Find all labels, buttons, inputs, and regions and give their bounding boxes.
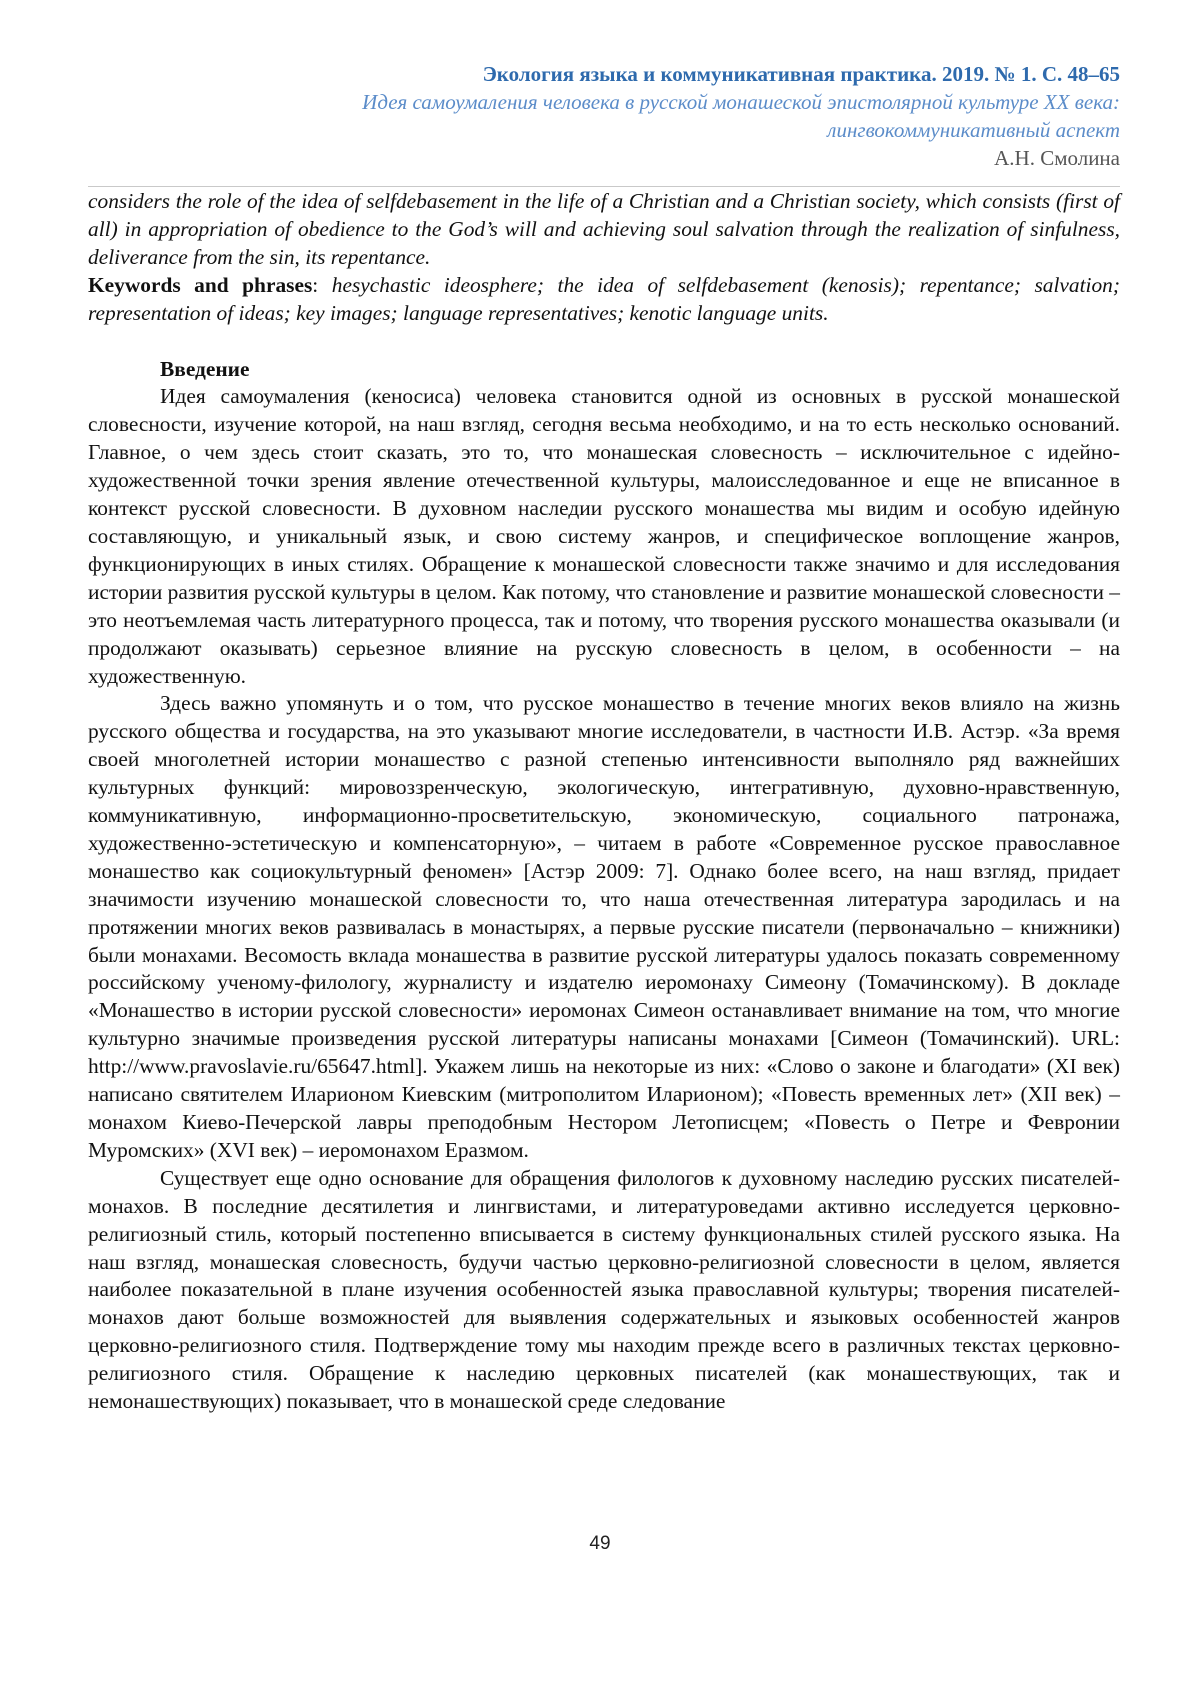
page-number: 49: [589, 1533, 611, 1554]
running-header: [88, 60, 1120, 172]
paragraph-3: Существует еще одно основание для обращения филологов к духовному наследию русских писателей-монахов. В последние десятилетия и лингвистами, и литературоведами активно исследуется церковно-религиозный стиль, который постепенно вписывается в систему функциональных стилей русского языка. На наш взгляд, монашеская словесность, будучи частью церковно-религиозной словесности в целом, является наиболее показательной в плане изучения особенностей языка православной культуры; творения писателей-монахов дают больше возможностей для выявления содержательных и языковых особенностей жанров церковно-религиозного стиля. Подтверждение тому мы находим прежде всего в различных текстах церковно-религиозного стиля. Обращение к наследию церковных писателей (как монашествующих, так и немонашествующих) показывает, что в монашеской среде следование: [88, 1165, 1120, 1414]
header-divider: [88, 186, 1120, 187]
journal-title: Экология языка и коммуникативная практика. 2019. № 1. С. 48–65: [482, 62, 1120, 86]
article-author: А.Н. Смолина: [994, 146, 1120, 170]
keywords-label: Keywords and phrases: [88, 272, 313, 297]
paragraph-2: Здесь важно упомянуть и о том, что русское монашество в течение многих веков влияло на жизнь русского общества и государства, на это указывают многие исследователи, в частности И.В. Астэр. «За время своей многолетней истории монашество с разной степенью интенсивности выполняло ряд важнейших культурных функций: мировоззренческую, экологическую, интегративную, духовно-нравственную, коммуникативную, информационно-просветительскую, экономическую, социального патронажа, художественно-эстетическую и компенсаторную», – читаем в работе «Современное русское православное монашество как социокультурный феномен» [Астэр 2009: 7]. Однако более всего, на наш взгляд, придает значимости изучению монашеской словесности то, что наша отечественная литература зародилась и на протяжении многих веков развивалась в монастырях, а первые русские писатели (первоначально – книжники) были монахами. Весомость вклада монашества в развитие русской литературы удалось показать современному российскому ученому-филологу, журналисту и издателю иеромонаху Симеону (Томачинскому). В докладе «Монашество в истории русской словесности» иеромонах Симеон останавливает внимание на том, что многие культурно значимые произведения русской литературы написаны монахами [Симеон (Томачинский). URL: http://www.pravoslavie.ru/65647.html]. Укажем лишь на некоторые из них: «Слово о законе и благодати» (XI век) написано святителем Иларионом Киевским (митрополитом Иларионом); «Повесть временных лет» (XII век) – монахом Киево-Печерской лавры преподобным Нестором Летописцем; «Повесть о Петре и Февронии Муромских» (XVI век) – иеромонахом Еразмом.: [88, 691, 1120, 1162]
keywords-text: hesychastic ideosphere; the idea of selfdebasement (kenosis); repentance; salvation; representation of ideas; key images; language representatives; kenotic language units.: [88, 272, 1121, 325]
paragraph-1: Идея самоумаления (кеносиса) человека становится одной из основных в русской монашеской словесности, изучение которой, на наш взгляд, сегодня весьма необходимо, и на то есть несколько оснований. Главное, о чем здесь стоит сказать, это то, что монашеская словесность – исключительное с идейно-художественной точки зрения явление отечественной культуры, малоисследованное и еще не вписанное в контекст русской словесности. В духовном наследии русского монашества мы видим и особую идейную составляющую, и уникальный язык, и свою систему жанров, и специфическое воплощение жанров, функционирующих в иных стилях. Обращение к монашеской словесности также значимо и для исследования истории развития русской культуры в целом. Как потому, что становление и развитие монашеской словесности – это неотъемлемая часть литературного процесса, так и потому, что творения русского монашества оказывали (и продолжают оказывать) серьезное влияние на русскую словесность в целом, в особенности – на художественную.: [88, 384, 1120, 688]
keywords: [88, 272, 1120, 328]
section-heading: Введение: [160, 356, 250, 381]
article-body: [88, 188, 1120, 1416]
keywords-separator: :: [312, 272, 319, 297]
abstract-continuation: considers the role of the idea of selfdebasement in the life of a Christian and a Christian society, which consists (first of all) in appropriation of obedience to the God’s will and achieving soul salvation through the realization of sinfulness, deliverance from the sin, its repentance.: [88, 189, 1120, 269]
article-title-line-1: Идея самоумаления человека в русской монашеской эпистолярной культуре XX века:: [362, 90, 1120, 114]
article-title-line-2: лингвокоммуникативный аспект: [827, 118, 1120, 142]
